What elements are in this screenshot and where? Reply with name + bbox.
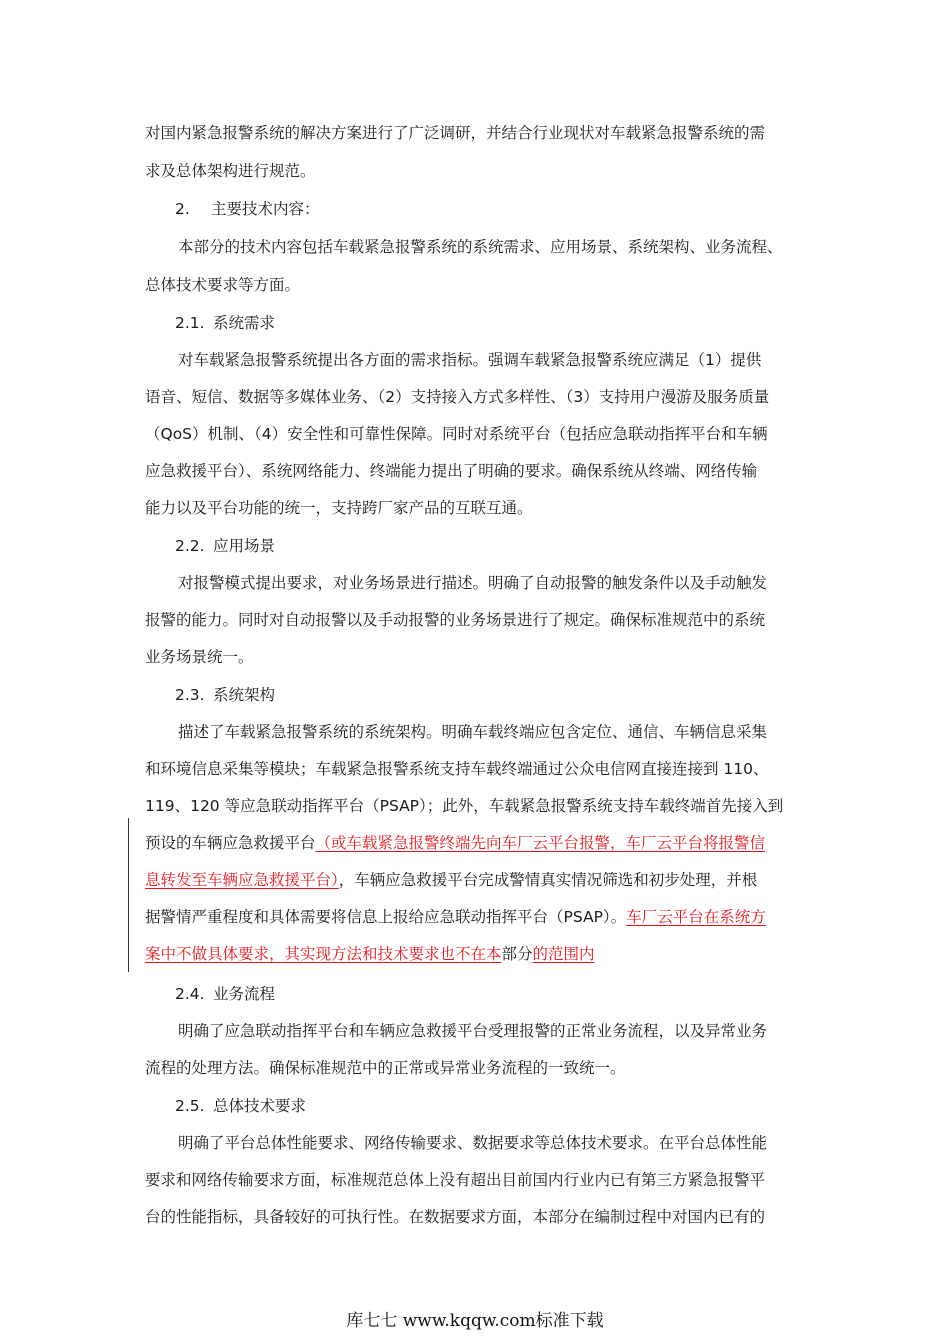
paragraph-line: 119、120 等应急联动指挥平台（PSAP）；此外，车载紧急报警系统支持车载终端首先接入到 [145, 797, 784, 815]
text-run: 据警情严重程度和具体需要将信息上报给应急联动指挥平台（PSAP）。 [145, 908, 627, 926]
paragraph-line: 求及总体架构进行规范。 [145, 162, 316, 180]
paragraph-line: 明确了平台总体性能要求、网络传输要求、数据要求等总体技术要求。在平台总体性能 [178, 1134, 768, 1152]
paragraph-line [145, 832, 810, 854]
paragraph-line [145, 869, 810, 891]
change-bar [128, 818, 129, 972]
paragraph-line: 报警的能力。同时对自动报警以及手动报警的业务场景进行了规定。确保标准规范中的系统 [145, 611, 766, 629]
paragraph-line: 台的性能指标，具备较好的可执行性。在数据要求方面，本部分在编制过程中对国内已有的 [145, 1208, 766, 1226]
revision-insert: 案中不做具体要求，其实现方法和技术要求也不在本 [145, 945, 502, 963]
paragraph-line [145, 906, 810, 928]
paragraph-line: 业务场景统一。 [145, 648, 254, 666]
section-heading-2-4 [175, 983, 840, 1005]
section-title: 总体技术要求 [213, 1097, 307, 1115]
paragraph-line: 对国内紧急报警系统的解决方案进行了广泛调研，并结合行业现状对车载紧急报警系统的需 [145, 124, 766, 142]
paragraph-line: 本部分的技术内容包括车载紧急报警系统的系统需求、应用场景、系统架构、业务流程、 [178, 238, 783, 256]
paragraph-line: 语音、短信、数据等多媒体业务、（2）支持接入方式多样性、（3）支持用户漫游及服务质量 [145, 388, 770, 406]
section-heading-2 [175, 198, 840, 220]
paragraph-line: 能力以及平台功能的统一，支持跨厂家产品的互联互通。 [145, 499, 533, 517]
paragraph-line [145, 943, 810, 965]
paragraph-line: 明确了应急联动指挥平台和车辆应急救援平台受理报警的正常业务流程，以及异常业务 [178, 1022, 768, 1040]
paragraph-line: 总体技术要求等方面。 [145, 276, 301, 294]
section-heading-2-2 [175, 535, 840, 557]
paragraph-line: 要求和网络传输要求方面，标准规范总体上没有超出目前国内行业内已有第三方紧急报警平 [145, 1171, 766, 1189]
paragraph-line: 对报警模式提出要求，对业务场景进行描述。明确了自动报警的触发条件以及手动触发 [178, 574, 768, 592]
paragraph-line: 和环境信息采集等模块；车载紧急报警系统支持车载终端通过公众电信网直接连接到 110、 [145, 760, 769, 778]
revision-insert: 息转发至车辆应急救援平台） [145, 871, 339, 889]
revision-insert: （或车载紧急报警终端先向车厂云平台报警，车厂云平台将报警信 [315, 834, 766, 852]
section-number: 2.3. [175, 686, 205, 704]
section-number: 2.5. [175, 1097, 205, 1115]
paragraph-line: 描述了车载紧急报警系统的系统架构。明确车载终端应包含定位、通信、车辆信息采集 [178, 723, 768, 741]
section-title: 应用场景 [213, 537, 276, 555]
section-title: 系统需求 [213, 314, 276, 332]
paragraph-line: 应急救援平台）、系统网络能力、终端能力提出了明确的要求。确保系统从终端、网络传输 [145, 462, 758, 480]
section-number: 2.2. [175, 537, 205, 555]
text-run: ，车辆应急救援平台完成警情真实情况筛选和初步处理，并根 [338, 871, 758, 889]
paragraph-line: （QoS）机制、（4）安全性和可靠性保障。同时对系统平台（包括应急联动指挥平台和车辆 [145, 425, 768, 443]
section-title: 系统架构 [213, 686, 276, 704]
section-number: 2.4. [175, 985, 205, 1003]
revision-insert: 的范围内 [532, 945, 595, 963]
section-heading-2-5 [175, 1095, 840, 1117]
paragraph-line: 流程的处理方法。确保标准规范中的正常或异常业务流程的一致统一。 [145, 1059, 626, 1077]
section-title: 业务流程 [213, 985, 276, 1003]
text-run: 部分 [501, 945, 533, 963]
section-title: 主要技术内容： [211, 200, 320, 218]
section-heading-2-1 [175, 312, 840, 334]
section-heading-2-3 [175, 684, 840, 706]
revision-insert: 车厂云平台在系统方 [626, 908, 766, 926]
page-footer: 库七七 www.kqqw.com标准下载 [346, 1311, 604, 1331]
paragraph-line: 对车载紧急报警系统提出各方面的需求指标。强调车载紧急报警系统应满足（1）提供 [178, 351, 762, 369]
section-number: 2.1. [175, 314, 205, 332]
text-run: 预设的车辆应急救援平台 [145, 834, 316, 852]
section-number: 2. [175, 200, 190, 218]
